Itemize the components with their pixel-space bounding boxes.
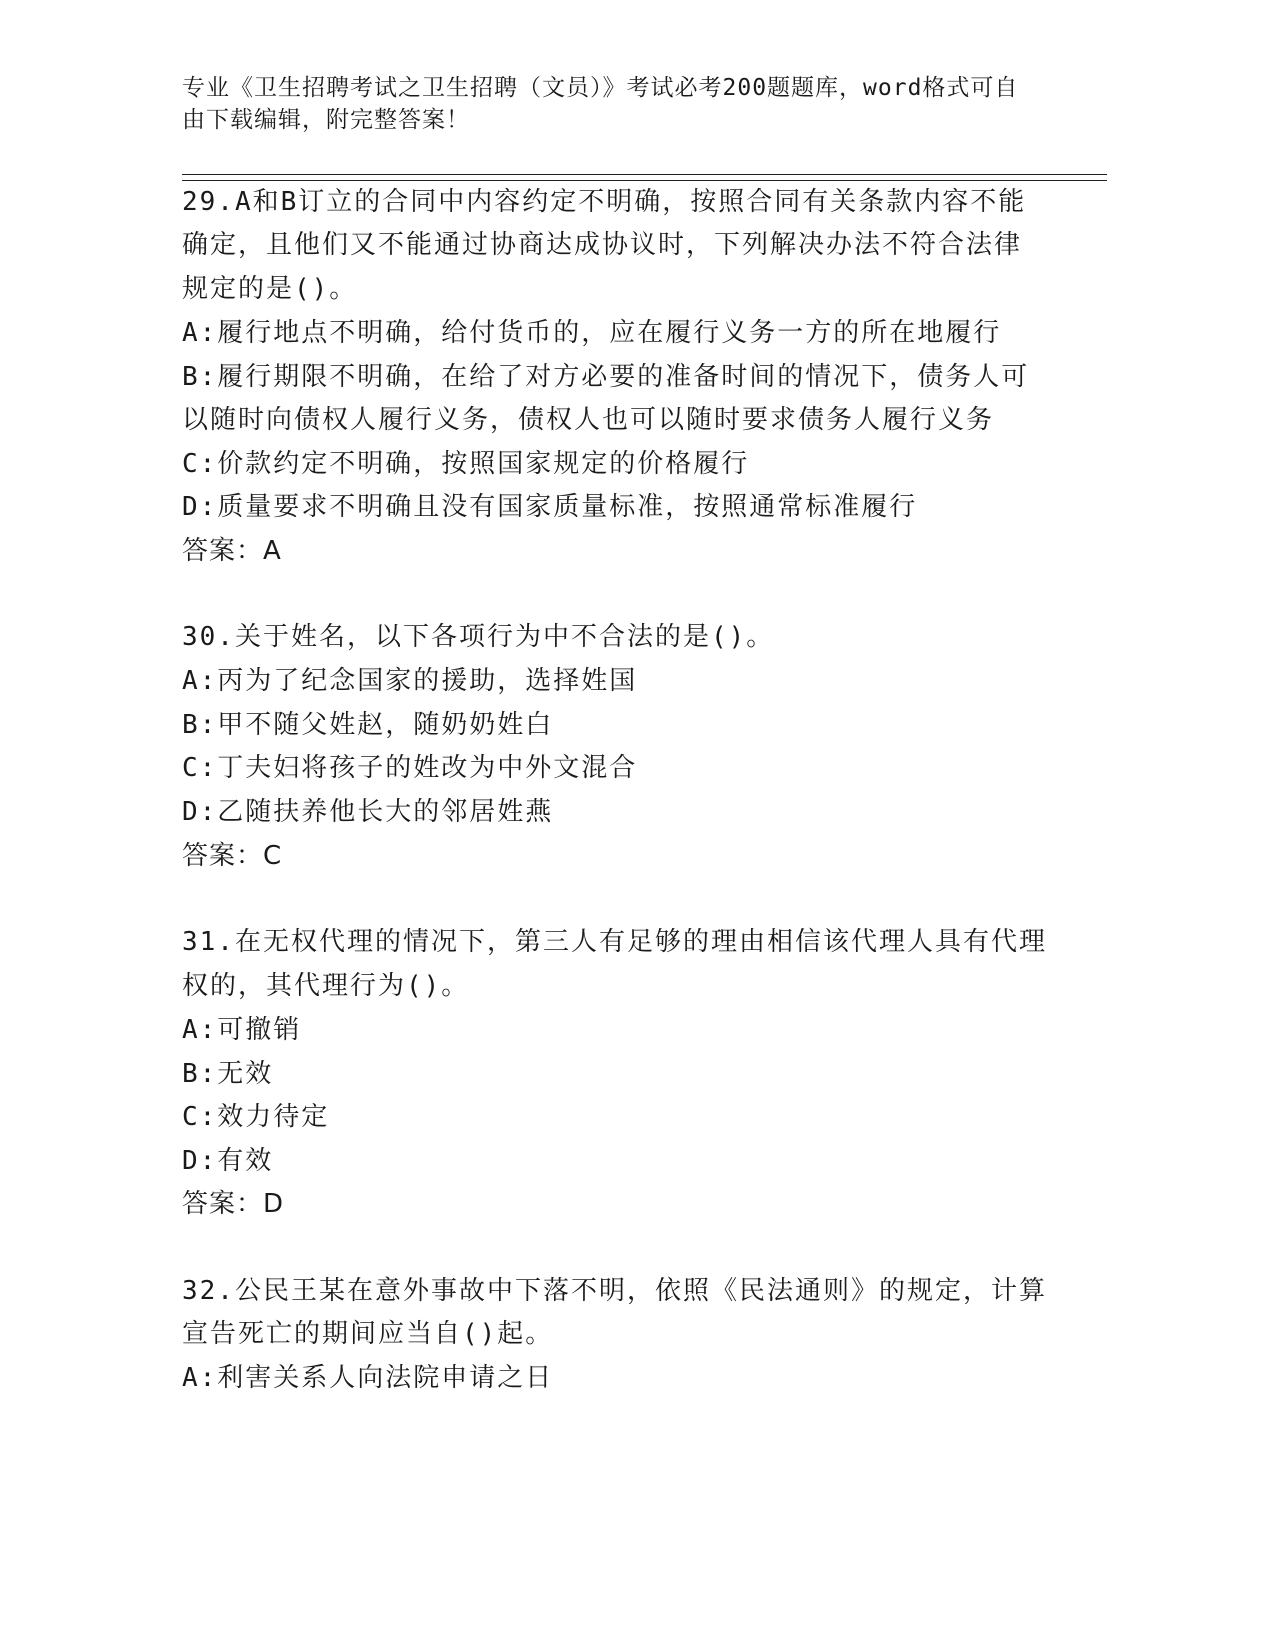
question-stem-line: 确定，且他们又不能通过协商达成协议时，下列解决办法不符合法律 (182, 230, 1023, 260)
option-line: C:效力待定 (182, 1102, 330, 1132)
option-line: C:价款约定不明确，按照国家规定的价格履行 (182, 449, 750, 479)
option-line: B:甲不随父姓赵，随奶奶姓白 (182, 710, 554, 740)
answer-line: 答案：C (182, 841, 283, 871)
option-line: A:可撤销 (182, 1015, 302, 1045)
option-line: A:利害关系人向法院申请之日 (182, 1363, 554, 1393)
answer-line: 答案：A (182, 536, 282, 566)
question-stem-line: 29.A和B订立的合同中内容约定不明确，按照合同有关条款内容不能 (182, 187, 1027, 217)
option-line: D:有效 (182, 1146, 274, 1176)
question-stem-line: 30.关于姓名，以下各项行为中不合法的是()。 (182, 622, 775, 652)
option-line: B:无效 (182, 1059, 274, 1089)
question-stem-line: 宣告死亡的期间应当自()起。 (182, 1319, 554, 1349)
option-line: 以随时向债权人履行义务，债权人也可以随时要求债务人履行义务 (182, 405, 995, 435)
option-line: D:质量要求不明确且没有国家质量标准，按照通常标准履行 (182, 492, 918, 522)
option-line: A:履行地点不明确，给付货币的，应在履行义务一方的所在地履行 (182, 318, 1002, 348)
question-stem-line: 31.在无权代理的情况下，第三人有足够的理由相信该代理人具有代理 (182, 927, 1047, 957)
question-stem-line: 规定的是()。 (182, 274, 358, 304)
header-divider-top (182, 174, 1107, 175)
answer-line: 答案：D (182, 1189, 285, 1219)
option-line: B:履行期限不明确，在给了对方必要的准备时间的情况下，债务人可 (182, 362, 1030, 392)
question-stem-line: 权的，其代理行为()。 (182, 971, 470, 1001)
option-line: D:乙随扶养他长大的邻居姓燕 (182, 797, 554, 827)
option-line: C:丁夫妇将孩子的姓改为中外文混合 (182, 753, 638, 783)
document-header: 专业《卫生招聘考试之卫生招聘（文员）》考试必考200题题库，word格式可自由下载编辑，附完整答案！ (182, 75, 1019, 133)
header-divider-bottom (182, 180, 1107, 181)
option-line: A:丙为了纪念国家的援助，选择姓国 (182, 666, 638, 696)
question-stem-line: 32.公民王某在意外事故中下落不明，依照《民法通则》的规定，计算 (182, 1276, 1047, 1306)
